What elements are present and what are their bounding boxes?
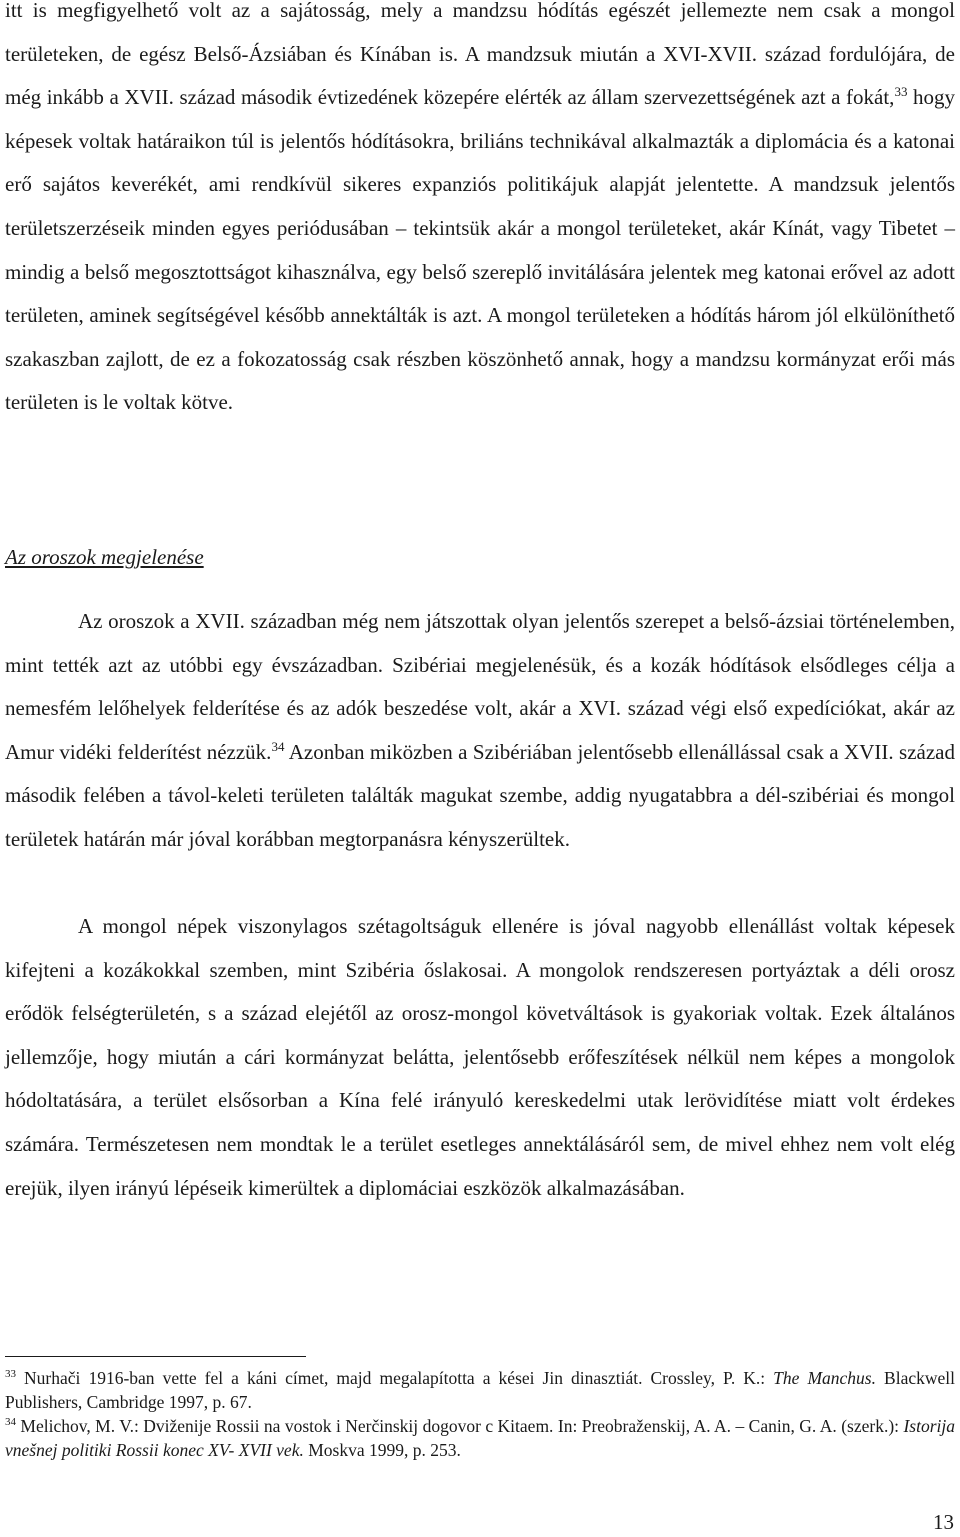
page-number: 13 xyxy=(933,1510,954,1534)
footnote-ref-33[interactable]: 33 xyxy=(894,84,908,100)
paragraph-mandzsu-conquest xyxy=(5,0,955,425)
paragraph-text: itt is megfigyelhető volt az a sajátosság, mely a mandzsu hódítás egészét jellemezte nem csak a mongol területeken, de egész Belső-Ázsiában és Kínában is. A mandzsuk miután a XVI-XVII. század fordulójára, de még inkább a XVII. század második évtizedének közepére elérték az állam szervezettségének azt a fokát, xyxy=(5,0,955,110)
paragraph-text: A mongol népek viszonylagos szétagoltságuk ellenére is jóval nagyobb ellenállást voltak képesek kifejteni a kozákokkal szemben, mint Szibéria őslakosai. A mongolok rendszeresen portyáztak a déli orosz erődök felségterületén, s a század elejétől az orosz-mongol követváltások is gyakoriak voltak. Ezek általános jellemzője, hogy miután a cári kormányzat belátta, jelentősebb erőfeszítések nélkül nem képes a mongolok hódoltatására, a terület elsősorban a Kína felé irányuló kereskedelmi utak lerövidítése miatt volt érdekes számára. Természetesen nem mondtak le a terület esetleges annektálásáról sem, de mivel ehhez nem volt elég erejük, ilyen irányú lépéseik kimerültek a diplomáciai eszközök alkalmazásában. xyxy=(5,914,955,1200)
footnote-book-title: Istorija vnešnej politiki Rossii konec XV- XVII vek. xyxy=(5,1416,955,1460)
section-heading: Az oroszok megjelenése xyxy=(5,545,204,569)
footnote-publication: Blackwell Publishers, Cambridge 1997, p. 67. xyxy=(5,1368,955,1412)
footnote-number: 33 xyxy=(5,1368,16,1380)
footnote-34 xyxy=(5,1414,955,1462)
footnotes xyxy=(5,1366,955,1462)
footnote-number: 34 xyxy=(5,1416,16,1428)
paragraph-russians-intro xyxy=(5,600,955,862)
footnote-separator xyxy=(5,1356,306,1357)
paragraph-mongol-resistance xyxy=(5,905,955,1210)
footnote-ref-34[interactable]: 34 xyxy=(271,738,285,754)
footnote-33 xyxy=(5,1366,955,1414)
footnote-text: Melichov, M. V.: Dviženije Rossii na vostok i Nerčinskij dogovor c Kitaem. In: Preobraženskij, A. A. – Canin, G. A. (szerk.): xyxy=(16,1416,904,1436)
paragraph-text: Azonban miközben a Szibériában jelentősebb ellenállással csak a XVII. század második felében a távol-keleti területen találták magukat szembe, addig nyugatabbra a dél-szibériai és mongol területek határán már jóval korábban megtorpanásra kényszerültek. xyxy=(5,739,956,851)
footnote-text: Nurhači 1916-ban vette fel a káni címet, majd megalapította a kései Jin dinasztiát. Crossley, P. K.: xyxy=(16,1368,774,1388)
paragraph-text: Az oroszok a XVII. században még nem játszottak olyan jelentős szerepet a belső-ázsiai történelemben, mint tették azt az utóbbi egy évszázadban. Szibériai megjelenésük, és a kozák hódítások elsődleges célja a nemesfém lelőhelyek felderítése és az adók beszedése volt, akár a XVI. század végi első expedíciókat, akár az Amur vidéki felderítést nézzük. xyxy=(5,609,955,764)
footnote-publication: Moskva 1999, p. 253. xyxy=(303,1440,461,1460)
footnote-book-title: The Manchus. xyxy=(773,1368,876,1388)
paragraph-text: hogy képesek voltak határaikon túl is jelentős hódításokra, briliáns technikával alkalmazták a diplomácia és a katonai erő sajátos keverékét, ami rendkívül sikeres expanziós politikájuk alapját jelentette. A mandzsuk jelentős területszerzéseik minden egyes periódusában – tekintsük akár a mongol területeket, akár Kínát, vagy Tibetet – mindig a belső megosztottságot kihasználva, egy belső szereplő invitálására jelentek meg katonai erővel az adott területen, aminek segítségével később annektálták is azt. A mongol területeken a hódítás három jól elkülöníthető szakaszban zajlott, de ez a fokozatosság csak részben köszönhető annak, hogy a mandzsu kormányzat erői más területen is le voltak kötve. xyxy=(5,85,956,415)
